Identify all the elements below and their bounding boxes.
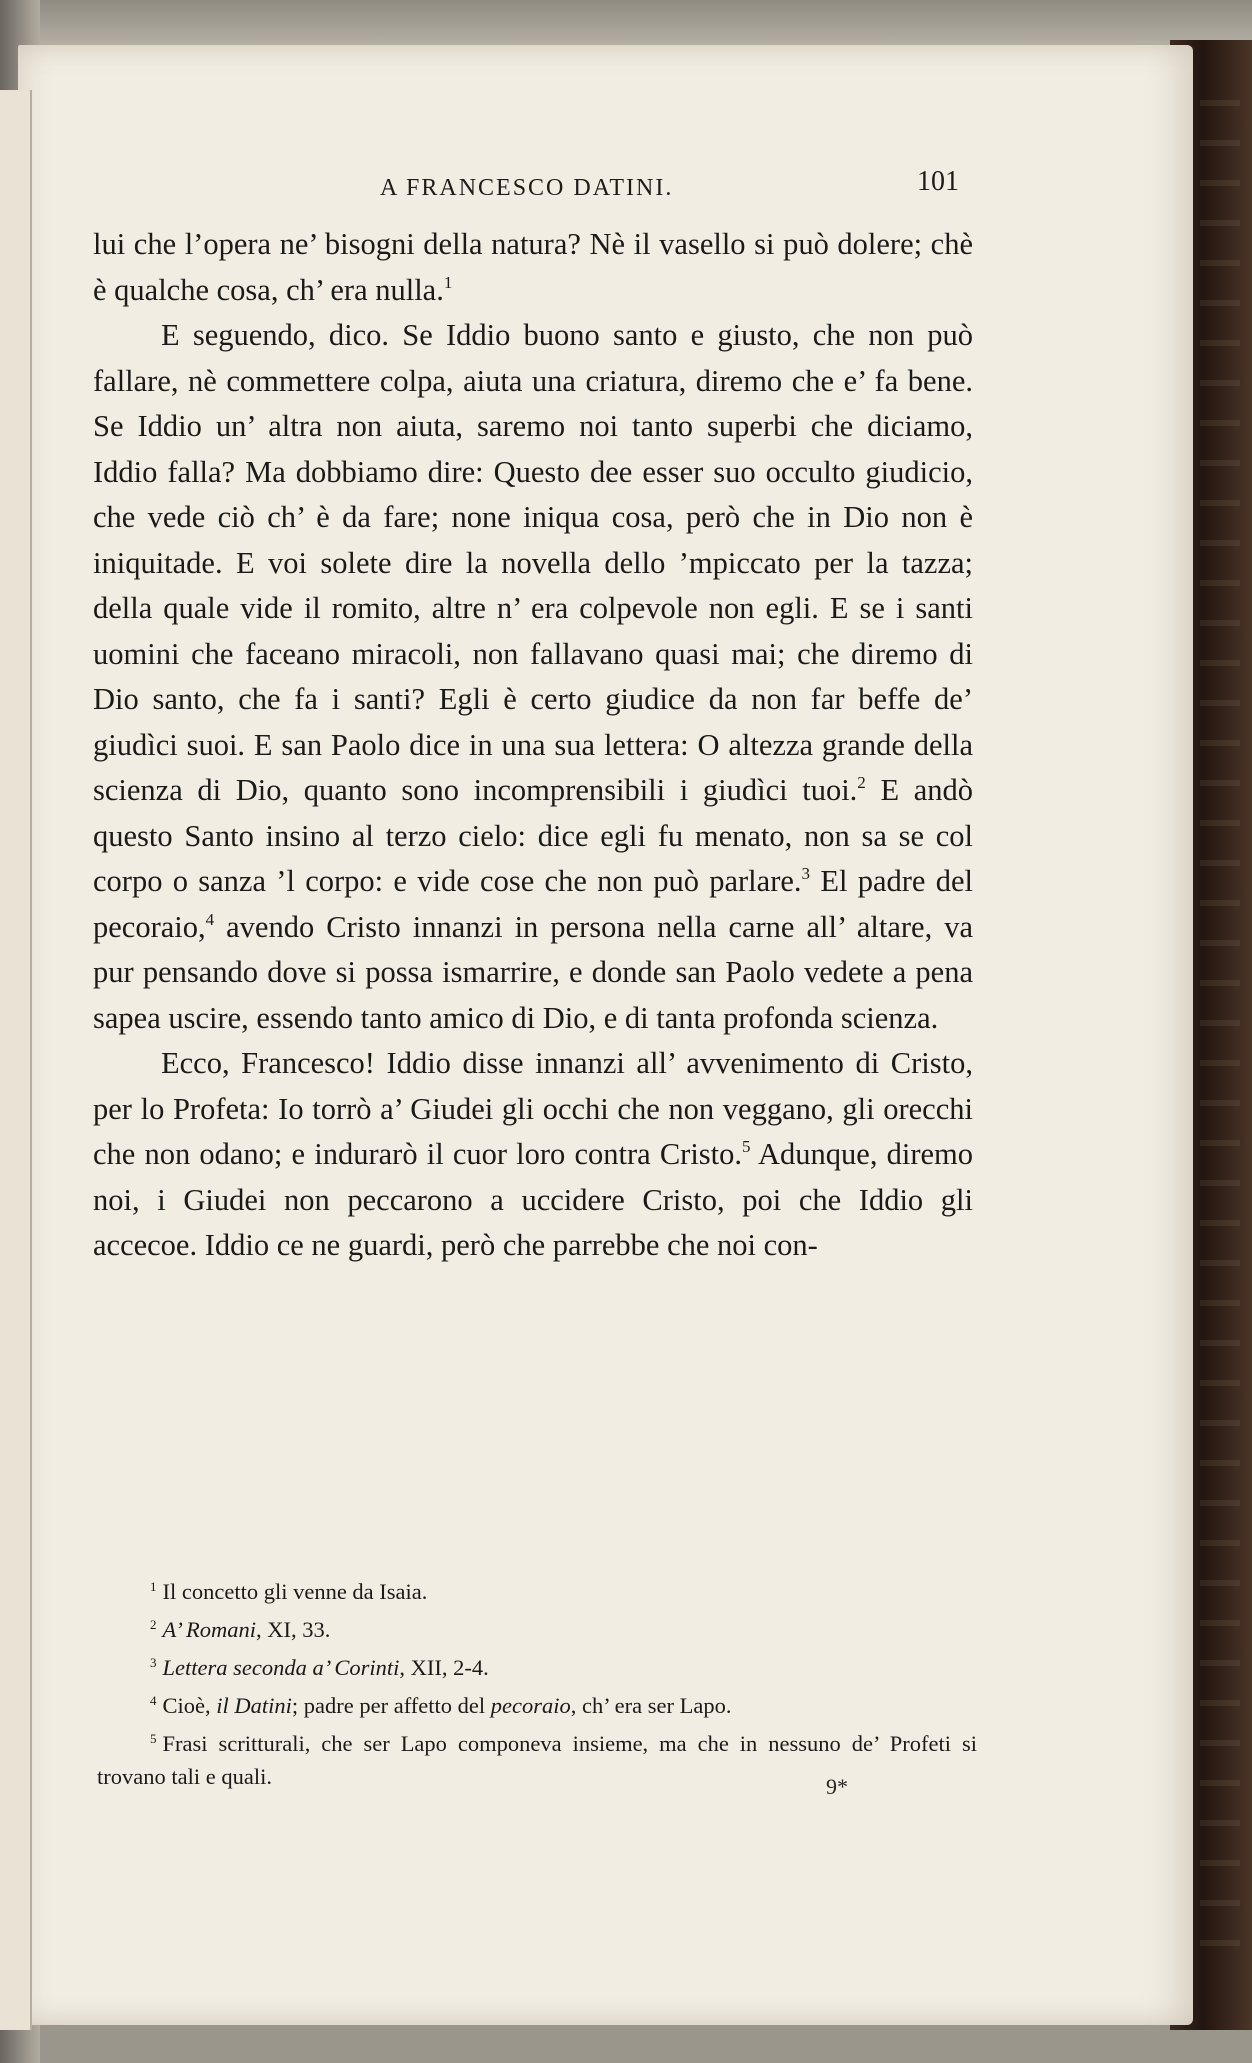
footnote-number: 1 xyxy=(150,1579,157,1594)
footnote-number: 2 xyxy=(150,1617,157,1632)
signature-mark: 9* xyxy=(826,1774,848,1799)
footnote-title: A’ Romani xyxy=(162,1617,257,1642)
footnote-text: , XII, 2-4. xyxy=(399,1655,489,1680)
paragraph-text: E andò questo Santo insino al terzo cielo: dice egli fu menato, non sa se col corpo o sanza ’l corpo: e vide cose che non può parlare. xyxy=(93,773,973,898)
footnote xyxy=(97,1646,977,1684)
footnote-text: Frasi scritturali, che ser Lapo componeva insieme, ma che in nessuno de’ Profeti si trovano tali e quali. xyxy=(97,1731,977,1789)
paragraph-text: lui che l’opera ne’ bisogni della natura? Nè il vasello si può dolere; chè è qualche cosa, ch’ era nulla. xyxy=(93,227,973,307)
footnote-text: ; padre per affetto del xyxy=(291,1693,491,1718)
footnote-text: , XI, 33. xyxy=(256,1617,331,1642)
footnote-text: Il concetto gli venne da Isaia. xyxy=(162,1579,428,1604)
page-number: 101 xyxy=(917,166,959,197)
paragraph xyxy=(93,222,973,313)
paragraph xyxy=(93,313,973,1041)
footnote-number: 3 xyxy=(150,1655,157,1670)
footnote-italic: il Datini xyxy=(216,1693,292,1718)
paragraph-text: Ecco, Francesco! Iddio disse innanzi all’ avvenimento di Cristo, per lo Profeta: Io torrò a’ Giudei gli occhi che non veggano, gli orecchi che non odano; e indurarò il cuor loro contra Cristo. xyxy=(93,1046,973,1171)
paragraph-text: E seguendo, dico. Se Iddio buono santo e giusto, che non può fallare, nè commettere colpa, aiuta una criatura, diremo che e’ fa bene. Se Iddio un’ altra non aiuta, saremo noi tanto superbi che diciamo, Iddio falla? Ma dobbiamo dire: Questo dee esser suo occulto giudicio, che vede ciò ch’ è da fare; none iniqua cosa, però che in Dio non è iniquitade. E voi solete dire la novella dello ’mpiccato per la tazza; della quale vide il romito, altre n’ era colpevole non egli. E se i santi uomini che faceano miracoli, non fallavano quasi mai; che diremo di Dio santo, che fa i santi? Egli è certo giudice da non far beffe de’ giudìci suoi. E san Paolo dice in una sua lettera: O altezza grande della scienza di Dio, quanto sono incomprensibili i giudìci tuoi. xyxy=(93,318,973,807)
footnote-ref: 3 xyxy=(801,864,811,883)
footnote-text: , ch’ era ser Lapo. xyxy=(570,1693,732,1718)
footnote-ref: 4 xyxy=(205,909,215,929)
footnote xyxy=(97,1570,977,1608)
spine-texture xyxy=(1200,100,1240,1980)
footnote-ref: 1 xyxy=(443,272,453,292)
paragraph xyxy=(93,1041,973,1269)
footnote-ref: 5 xyxy=(742,1137,751,1156)
paragraph-text: Adunque, diremo noi, i Giudei non peccarono a uccidere Cristo, poi che Iddio gli accecoe. Iddio ce ne guardi, però che parrebbe che noi con- xyxy=(93,1137,973,1262)
footnote-text: Cioè, xyxy=(162,1693,217,1718)
footnote xyxy=(97,1684,977,1722)
footnote-number: 5 xyxy=(150,1731,157,1746)
footnote-italic: pecoraio xyxy=(490,1693,571,1718)
running-head: A FRANCESCO DATINI. xyxy=(380,175,674,201)
footnote-ref: 2 xyxy=(857,773,866,792)
footnotes xyxy=(97,1570,977,1793)
footnote-number: 4 xyxy=(150,1693,157,1708)
paragraph-text: El padre del pecoraio, xyxy=(93,864,973,944)
previous-page-edge xyxy=(0,90,32,2030)
footnote-title: Lettera seconda a’ Corinti xyxy=(162,1655,400,1680)
footnote xyxy=(97,1608,977,1646)
body-text xyxy=(93,222,973,1269)
paragraph-text: avendo Cristo innanzi in persona nella carne all’ altare, va pur pensando dove si possa ismarrire, e donde san Paolo vedete a pena sapea uscire, essendo tanto amico di Dio, e di tanta profonda scienza. xyxy=(93,909,973,1035)
